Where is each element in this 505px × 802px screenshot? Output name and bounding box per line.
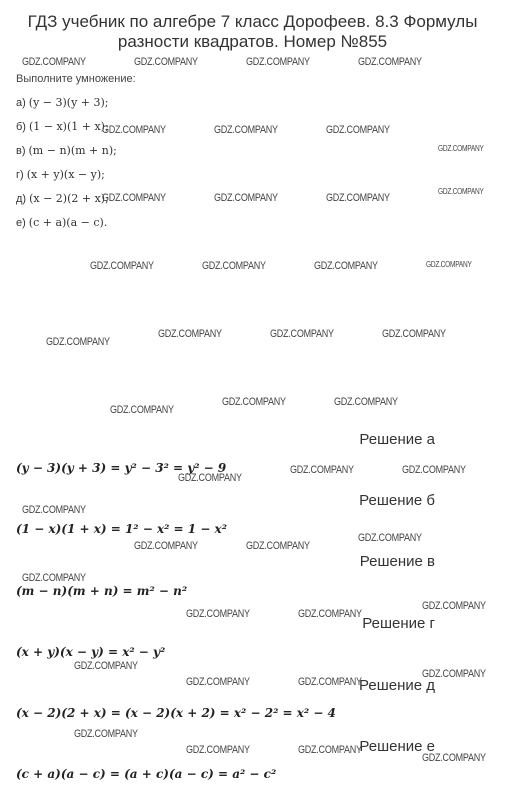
- watermark: GDZ.COMPANY: [74, 660, 138, 672]
- watermark: GDZ.COMPANY: [422, 752, 486, 764]
- watermark: GDZ.COMPANY: [186, 608, 250, 620]
- solution-formula: (1 − x)(1 + x) = 1² − x² = 1 − x²: [16, 522, 227, 536]
- watermark: GDZ.COMPANY: [422, 668, 486, 680]
- watermark: GDZ.COMPANY: [326, 124, 390, 136]
- watermark: GDZ.COMPANY: [134, 540, 198, 552]
- solution-formula: (m − n)(m + n) = m² − n²: [16, 584, 188, 598]
- watermark: GDZ.COMPANY: [438, 187, 484, 196]
- watermark: GDZ.COMPANY: [22, 504, 86, 516]
- watermark: GDZ.COMPANY: [358, 56, 422, 68]
- watermark: GDZ.COMPANY: [246, 540, 310, 552]
- watermark: GDZ.COMPANY: [270, 328, 334, 340]
- watermark: GDZ.COMPANY: [202, 260, 266, 272]
- watermark: GDZ.COMPANY: [22, 572, 86, 584]
- watermark: GDZ.COMPANY: [186, 744, 250, 756]
- solution-heading: Решение в: [359, 553, 435, 570]
- task-item: а) (y − 3)(y + 3);: [16, 96, 109, 109]
- watermark: GDZ.COMPANY: [74, 728, 138, 740]
- page-title: ГДЗ учебник по алгебре 7 класс Дорофеев. 8.3 Формулы разности квадратов. Номер №855: [27, 12, 478, 51]
- solution-formula: (x − 2)(2 + x) = (x − 2)(x + 2) = x² − 2² = x² − 4: [16, 706, 336, 720]
- solution-heading: Решение а: [359, 431, 435, 448]
- watermark: GDZ.COMPANY: [334, 396, 398, 408]
- watermark: GDZ.COMPANY: [46, 336, 110, 348]
- watermark: GDZ.COMPANY: [178, 472, 242, 484]
- watermark: GDZ.COMPANY: [90, 260, 154, 272]
- task-item: е) (c + a)(a − c).: [16, 216, 108, 229]
- watermark: GDZ.COMPANY: [158, 328, 222, 340]
- task-intro: Выполните умножение:: [16, 73, 136, 85]
- solution-formula: (c + a)(a − c) = (a + c)(a − c) = a² − c²: [16, 767, 277, 781]
- task-item: г) (x + y)(x − y);: [16, 168, 105, 181]
- watermark: GDZ.COMPANY: [422, 600, 486, 612]
- solution-formula: (y − 3)(y + 3) = y² − 3² = y² − 9: [16, 461, 227, 475]
- watermark: GDZ.COMPANY: [326, 192, 390, 204]
- watermark: GDZ.COMPANY: [222, 396, 286, 408]
- watermark: GDZ.COMPANY: [110, 404, 174, 416]
- watermark: GDZ.COMPANY: [298, 744, 362, 756]
- watermark: GDZ.COMPANY: [426, 260, 472, 269]
- watermark: GDZ.COMPANY: [134, 56, 198, 68]
- watermark: GDZ.COMPANY: [290, 464, 354, 476]
- solution-formula: (x + y)(x − y) = x² − y²: [16, 645, 166, 659]
- watermark: GDZ.COMPANY: [402, 464, 466, 476]
- watermark: GDZ.COMPANY: [298, 676, 362, 688]
- watermark: GDZ.COMPANY: [314, 260, 378, 272]
- watermark: GDZ.COMPANY: [214, 124, 278, 136]
- watermark: GDZ.COMPANY: [246, 56, 310, 68]
- watermark: GDZ.COMPANY: [102, 192, 166, 204]
- watermark: GDZ.COMPANY: [186, 676, 250, 688]
- solution-heading: Решение б: [359, 492, 435, 509]
- task-item: д) (x − 2)(2 + x);: [16, 192, 109, 205]
- task-item: б) (1 − x)(1 + x);: [16, 120, 109, 133]
- watermark: GDZ.COMPANY: [298, 608, 362, 620]
- watermark: GDZ.COMPANY: [438, 144, 484, 153]
- watermark: GDZ.COMPANY: [382, 328, 446, 340]
- watermark: GDZ.COMPANY: [214, 192, 278, 204]
- solution-heading: Решение д: [359, 677, 435, 694]
- watermark: GDZ.COMPANY: [358, 532, 422, 544]
- solution-heading: Решение г: [362, 615, 435, 632]
- watermark: GDZ.COMPANY: [22, 56, 86, 68]
- watermark: GDZ.COMPANY: [102, 124, 166, 136]
- task-item: в) (m − n)(m + n);: [16, 144, 117, 157]
- solution-heading: Решение е: [359, 738, 435, 755]
